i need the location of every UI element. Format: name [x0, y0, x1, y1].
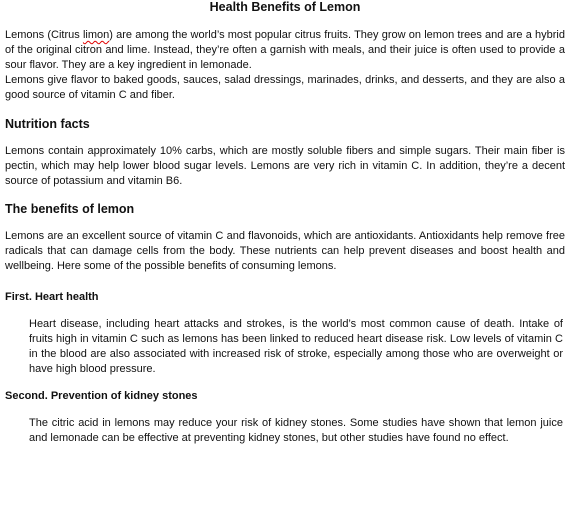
intro-text-after: ) are among the world’s most popular citrus fruits. They grow on lemon trees and are a hybrid of the original citron and lime. Instead, they’re often a garnish with meals, and their juice is often used to provide a sour flavor. They are a key ingredient in lemonade. — [5, 29, 565, 71]
benefits-paragraph: Lemons are an excellent source of vitamin C and flavonoids, which are antioxidants. Antioxidants help remove free radicals that can damage cells from the body. These nutrients can help prevent diseases and boost health and wellbeing. Here some of the possible benefits of consuming lemons. — [5, 230, 565, 272]
intro-paragraph-1 — [5, 28, 565, 73]
intro-text-before: Lemons (Citrus — [5, 29, 83, 41]
heart-health-heading: First. Heart health — [5, 291, 99, 303]
nutrition-heading: Nutrition facts — [5, 117, 90, 131]
page-title: Health Benefits of Lemon — [209, 0, 361, 14]
spellcheck-flagged-word[interactable]: limon — [82, 29, 110, 41]
kidney-stones-heading: Second. Prevention of kidney stones — [5, 390, 198, 402]
heart-health-paragraph: Heart disease, including heart attacks and strokes, is the world’s most common cause of death. Intake of fruits high in vitamin C such as lemons has been linked to reduced heart disease risk. Low levels of vitamin C in the blood are also associated with increased risk of stroke, especially among those who are overweight or have high blood pressure. — [29, 318, 563, 375]
intro-paragraph-2: Lemons give flavor to baked goods, sauces, salad dressings, marinades, drinks, and desserts, and they are also a good source of vitamin C and fiber. — [5, 74, 565, 101]
nutrition-paragraph: Lemons contain approximately 10% carbs, which are mostly soluble fibers and simple sugars. Their main fiber is pectin, which may help lower blood sugar levels. Lemons are very rich in vitamin C. In addition, they’re a decent source of potassium and vitamin B6. — [5, 145, 565, 187]
benefits-heading: The benefits of lemon — [5, 202, 135, 216]
kidney-stones-paragraph: The citric acid in lemons may reduce your risk of kidney stones. Some studies have shown that lemon juice and lemonade can be effective at preventing kidney stones, but other studies have found no effect. — [29, 417, 563, 444]
